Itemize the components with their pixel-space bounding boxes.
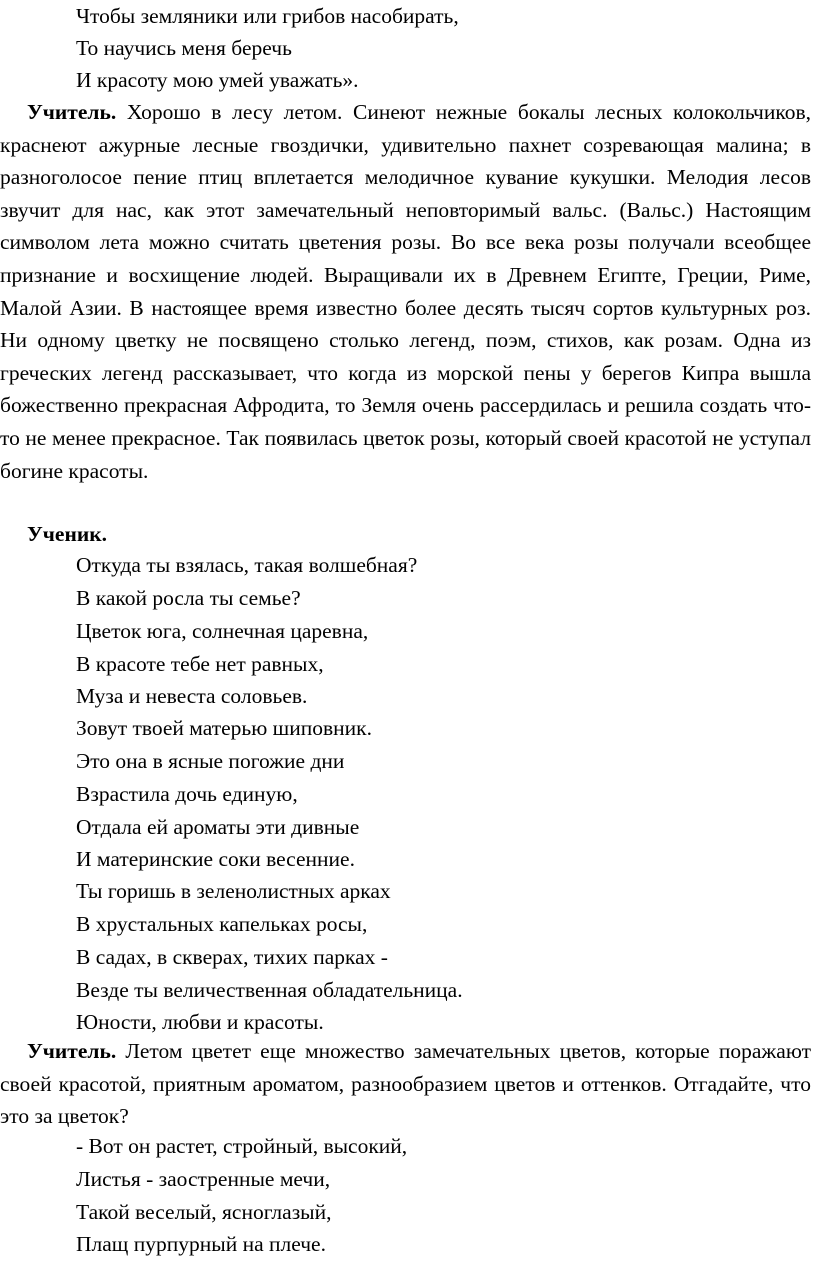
- verse-line: Взрастила дочь единую,: [76, 782, 298, 806]
- verse-line: В красоте тебе нет равных,: [76, 652, 324, 676]
- speaker-label: Ученик.: [27, 522, 107, 546]
- verse-line: Листья - заостренные мечи,: [76, 1167, 331, 1191]
- verse-line: Ты горишь в зеленолистных арках: [76, 879, 391, 903]
- verse-line: Юности, любви и красоты.: [76, 1010, 324, 1034]
- paragraph-text: Хорошо в лесу летом. Синеют нежные бокалы лесных колокольчиков, краснеют ажурные лесные гвоздички, удивительно пахнет созревающая малина; в разноголосое пение птиц вплетается мелодичное кувание кукушки. Мелодия лесов звучит для нас, как этот замечательный неповторимый вальс. (Вальс.) Настоящим символом лета можно считать цветения розы. Во все века розы получали всеобщее признание и восхищение людей. Выращивали их в Древнем Египте, Греции, Риме, Малой Азии. В настоящее время известно более десять тысяч сортов культурных роз. Ни одному цветку не посвящено столько легенд, поэм, стихов, как розам. Одна из греческих легенд рассказывает, что когда из морской пены у берегов Кипра вышла божественно прекрасная Афродита, то Земля очень рассердилась и решила создать что-то не менее прекрасное. Так появилась цветок розы, который своей красотой не уступал богине красоты.: [0, 100, 811, 483]
- verse-line: То научись меня беречь: [76, 36, 292, 60]
- verse-line: И материнские соки весенние.: [76, 847, 355, 871]
- verse-line: В хрустальных капельках росы,: [76, 912, 368, 936]
- teacher-paragraph-2: [0, 1035, 811, 1133]
- verse-line: Цветок юга, солнечная царевна,: [76, 619, 369, 643]
- verse-line: Везде ты величественная обладательница.: [76, 978, 463, 1002]
- speaker-label: Учитель.: [27, 1039, 117, 1063]
- verse-line: Откуда ты взялась, такая волшебная?: [76, 553, 418, 577]
- verse-line: И красоту мою умей уважать».: [76, 68, 359, 92]
- speaker-label: Учитель.: [27, 100, 117, 124]
- verse-line: В садах, в скверах, тихих парках -: [76, 945, 388, 969]
- verse-line: - Вот он растет, стройный, высокий,: [76, 1134, 408, 1158]
- teacher-paragraph-1: [0, 96, 811, 487]
- verse-line: Чтобы земляники или грибов насобирать,: [76, 4, 459, 28]
- verse-line: Такой веселый, ясноглазый,: [76, 1200, 332, 1224]
- verse-line: Плащ пурпурный на плече.: [76, 1232, 326, 1256]
- verse-line: В какой росла ты семье?: [76, 586, 301, 610]
- verse-line: Это она в ясные погожие дни: [76, 749, 345, 773]
- verse-line: Муза и невеста соловьев.: [76, 684, 308, 708]
- paragraph-text: Летом цветет еще множество замечательных цветов, которые поражают своей красотой, приятным ароматом, разнообразием цветов и оттенков. Отгадайте, что это за цветок?: [0, 1039, 812, 1129]
- verse-line: Зовут твоей матерью шиповник.: [76, 716, 372, 740]
- verse-line: Отдала ей ароматы эти дивные: [76, 815, 360, 839]
